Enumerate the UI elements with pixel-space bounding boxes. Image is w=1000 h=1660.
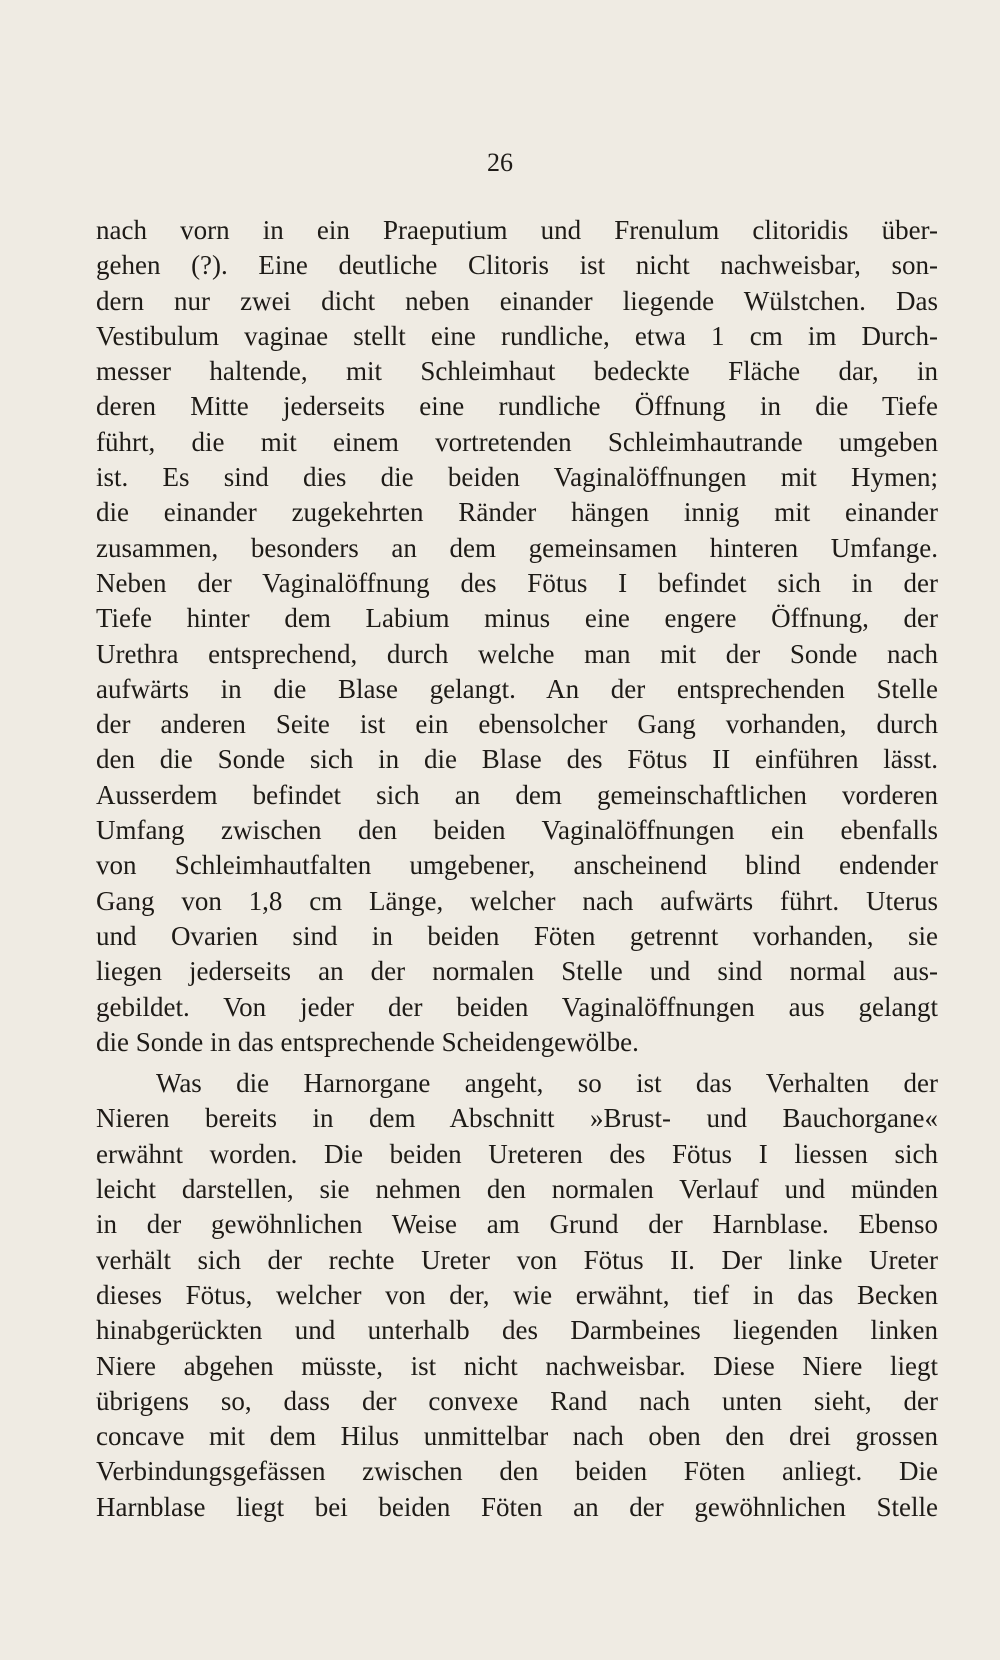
text-line: dieses Fötus, welcher von der, wie erwähnt, tief in das Becken	[96, 1279, 938, 1310]
text-line: Harnblase liegt bei beiden Föten an der gewöhnlichen Stelle	[96, 1491, 938, 1522]
text-line: Ausserdem befindet sich an dem gemeinschaftlichen vorderen	[96, 779, 938, 810]
text-line: gehen (?). Eine deutliche Clitoris ist nicht nachweisbar, son-	[96, 250, 938, 281]
paragraph-1	[96, 213, 938, 1060]
text-line: in der gewöhnlichen Weise am Grund der Harnblase. Ebenso	[96, 1209, 938, 1240]
text-line: liegen jederseits an der normalen Stelle und sind normal aus-	[96, 956, 938, 987]
text-line: führt, die mit einem vortretenden Schleimhautrande umgeben	[96, 426, 938, 457]
text-line: Urethra entsprechend, durch welche man mit der Sonde nach	[96, 638, 938, 669]
text-line: den die Sonde sich in die Blase des Fötus II einführen lässt.	[96, 744, 938, 775]
paragraph-2	[96, 1066, 938, 1525]
text-line: übrigens so, dass der convexe Rand nach unten sieht, der	[96, 1385, 938, 1416]
text-line: hinabgerückten und unterhalb des Darmbeines liegenden linken	[96, 1315, 938, 1346]
text-line: verhält sich der rechte Ureter von Fötus II. Der linke Ureter	[96, 1244, 938, 1275]
text-line: die einander zugekehrten Ränder hängen innig mit einander	[96, 497, 938, 528]
text-line: Niere abgehen müsste, ist nicht nachweisbar. Diese Niere liegt	[96, 1350, 938, 1381]
text-line: und Ovarien sind in beiden Föten getrennt vorhanden, sie	[96, 920, 938, 951]
text-line: messer haltende, mit Schleimhaut bedeckte Fläche dar, in	[96, 356, 938, 387]
text-line: Nieren bereits in dem Abschnitt »Brust- und Bauchorgane«	[96, 1103, 938, 1134]
text-line: Umfang zwischen den beiden Vaginalöffnungen ein ebenfalls	[96, 815, 938, 846]
text-line: gebildet. Von jeder der beiden Vaginalöffnungen aus gelangt	[96, 991, 938, 1022]
text-line: leicht darstellen, sie nehmen den normalen Verlauf und münden	[96, 1174, 938, 1205]
text-line: deren Mitte jederseits eine rundliche Öffnung in die Tiefe	[96, 391, 938, 422]
text-line: dern nur zwei dicht neben einander liegende Wülstchen. Das	[96, 285, 938, 316]
text-line: der anderen Seite ist ein ebensolcher Gang vorhanden, durch	[96, 709, 938, 740]
text-line: zusammen, besonders an dem gemeinsamen hinteren Umfange.	[96, 532, 938, 563]
page-number: 26	[487, 148, 513, 177]
text-line: Was die Harnorgane angeht, so ist das Verhalten der	[156, 1068, 938, 1099]
text-line: erwähnt worden. Die beiden Ureteren des Fötus I liessen sich	[96, 1138, 938, 1169]
text-line: Neben der Vaginalöffnung des Fötus I befindet sich in der	[96, 567, 938, 598]
text-line: ist. Es sind dies die beiden Vaginalöffnungen mit Hymen;	[96, 462, 938, 493]
text-line: concave mit dem Hilus unmittelbar nach oben den drei grossen	[96, 1421, 938, 1452]
text-line: Verbindungsgefässen zwischen den beiden Föten anliegt. Die	[96, 1456, 938, 1487]
body-text	[96, 213, 938, 1525]
text-line: die Sonde in das entsprechende Scheidengewölbe.	[96, 1026, 639, 1057]
text-line: nach vorn in ein Praeputium und Frenulum clitoridis über-	[96, 215, 938, 245]
text-line: Vestibulum vaginae stellt eine rundliche, etwa 1 cm im Durch-	[96, 320, 938, 351]
text-line: Tiefe hinter dem Labium minus eine engere Öffnung, der	[96, 603, 938, 634]
text-line: Gang von 1,8 cm Länge, welcher nach aufwärts führt. Uterus	[96, 885, 938, 916]
text-line: von Schleimhautfalten umgebener, anscheinend blind endender	[96, 850, 938, 881]
text-line: aufwärts in die Blase gelangt. An der entsprechenden Stelle	[96, 673, 938, 704]
